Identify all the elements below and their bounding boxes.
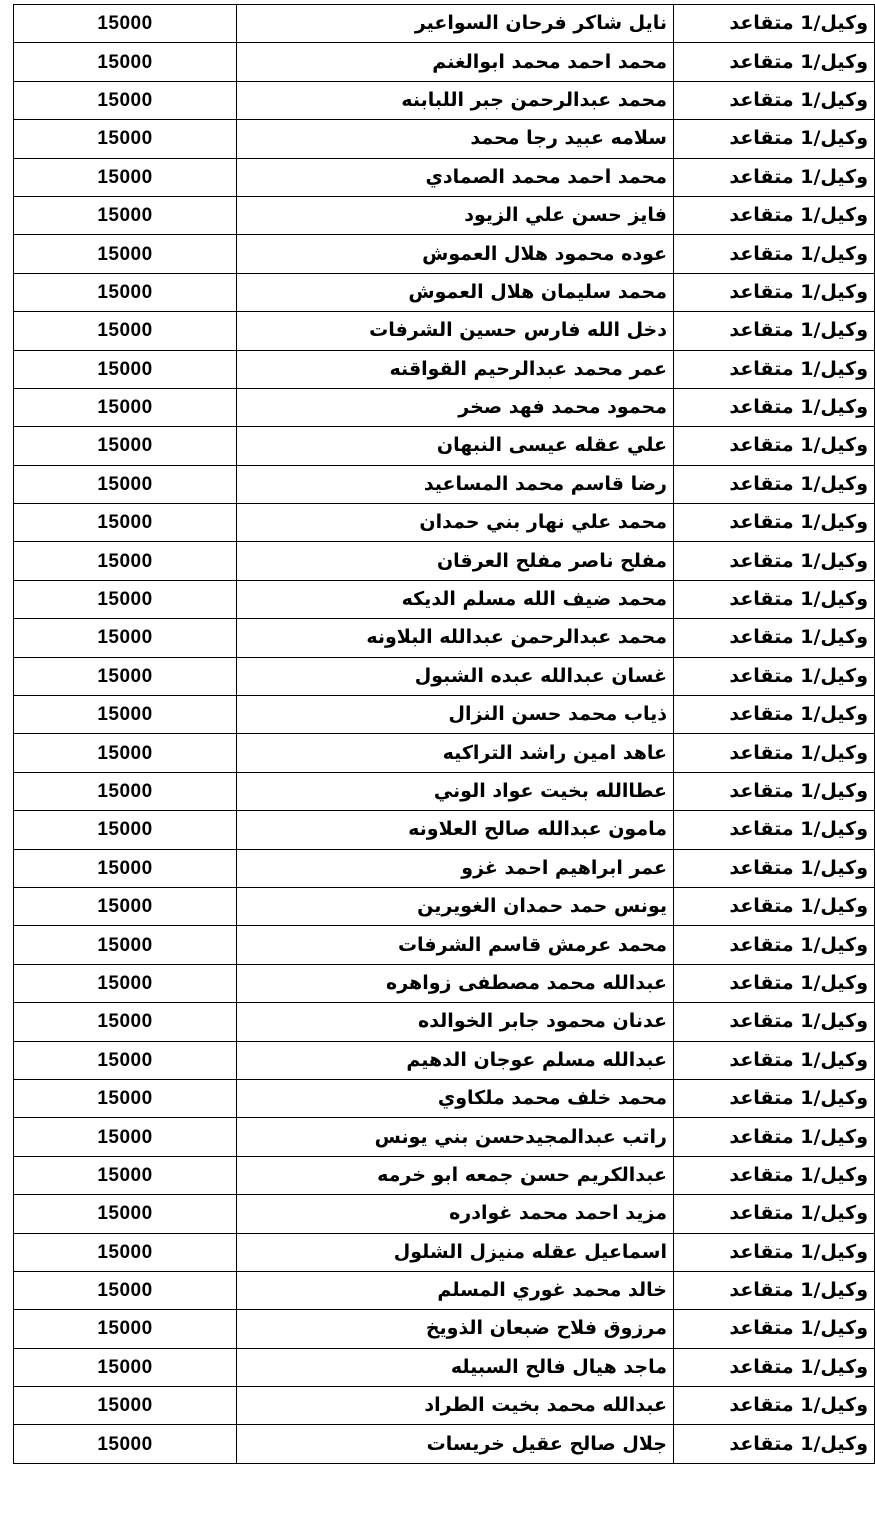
table-row [14, 1156, 875, 1194]
name-cell: دخل الله فارس حسين الشرفات [237, 312, 674, 350]
rank-cell: وكيل/1 متقاعد [674, 1156, 875, 1194]
rank-cell: وكيل/1 متقاعد [674, 465, 875, 503]
table-row [14, 120, 875, 158]
name-cell: غسان عبدالله عبده الشبول [237, 657, 674, 695]
name-cell: رضا قاسم محمد المساعيد [237, 465, 674, 503]
table-row [14, 734, 875, 772]
amount-cell: 15000 [14, 926, 237, 964]
rank-cell: وكيل/1 متقاعد [674, 312, 875, 350]
name-cell: فايز حسن علي الزيود [237, 196, 674, 234]
amount-cell: 15000 [14, 1310, 237, 1348]
table-row [14, 43, 875, 81]
name-cell: جلال صالح عقيل خريسات [237, 1425, 674, 1463]
amount-cell: 15000 [14, 1079, 237, 1117]
table-row [14, 1003, 875, 1041]
amount-cell: 15000 [14, 542, 237, 580]
rank-cell: وكيل/1 متقاعد [674, 619, 875, 657]
table-row [14, 1233, 875, 1271]
amount-cell: 15000 [14, 196, 237, 234]
rank-cell: وكيل/1 متقاعد [674, 926, 875, 964]
name-cell: محمد سليمان هلال العموش [237, 273, 674, 311]
rank-cell: وكيل/1 متقاعد [674, 696, 875, 734]
beneficiaries-table [13, 4, 875, 1464]
amount-cell: 15000 [14, 5, 237, 43]
name-cell: محمد عبدالرحمن عبدالله البلاونه [237, 619, 674, 657]
rank-cell: وكيل/1 متقاعد [674, 196, 875, 234]
name-cell: عدنان محمود جابر الخوالده [237, 1003, 674, 1041]
name-cell: يونس حمد حمدان الغويرين [237, 887, 674, 925]
rank-cell: وكيل/1 متقاعد [674, 1425, 875, 1463]
table-row [14, 158, 875, 196]
table-row [14, 1425, 875, 1463]
rank-cell: وكيل/1 متقاعد [674, 849, 875, 887]
name-cell: علي عقله عيسى النبهان [237, 427, 674, 465]
table-row [14, 273, 875, 311]
name-cell: محمد ضيف الله مسلم الديكه [237, 580, 674, 618]
amount-cell: 15000 [14, 619, 237, 657]
table-row [14, 235, 875, 273]
amount-cell: 15000 [14, 811, 237, 849]
table-row [14, 696, 875, 734]
amount-cell: 15000 [14, 158, 237, 196]
rank-cell: وكيل/1 متقاعد [674, 1233, 875, 1271]
name-cell: عوده محمود هلال العموش [237, 235, 674, 273]
amount-cell: 15000 [14, 43, 237, 81]
table-row [14, 1348, 875, 1386]
name-cell: مامون عبدالله صالح العلاونه [237, 811, 674, 849]
table-row [14, 427, 875, 465]
name-cell: عبدالله محمد مصطفى زواهره [237, 964, 674, 1002]
amount-cell: 15000 [14, 772, 237, 810]
table-row [14, 312, 875, 350]
rank-cell: وكيل/1 متقاعد [674, 5, 875, 43]
amount-cell: 15000 [14, 964, 237, 1002]
name-cell: مرزوق فلاح ضبعان الذويخ [237, 1310, 674, 1348]
rank-cell: وكيل/1 متقاعد [674, 542, 875, 580]
rank-cell: وكيل/1 متقاعد [674, 120, 875, 158]
rank-cell: وكيل/1 متقاعد [674, 427, 875, 465]
rank-cell: وكيل/1 متقاعد [674, 887, 875, 925]
table-row [14, 1041, 875, 1079]
rank-cell: وكيل/1 متقاعد [674, 43, 875, 81]
table-row [14, 657, 875, 695]
table-row [14, 1079, 875, 1117]
rank-cell: وكيل/1 متقاعد [674, 734, 875, 772]
amount-cell: 15000 [14, 734, 237, 772]
name-cell: ذياب محمد حسن النزال [237, 696, 674, 734]
amount-cell: 15000 [14, 657, 237, 695]
table-row [14, 1387, 875, 1425]
amount-cell: 15000 [14, 388, 237, 426]
rank-cell: وكيل/1 متقاعد [674, 388, 875, 426]
name-cell: راتب عبدالمجيدحسن بني يونس [237, 1118, 674, 1156]
table-row [14, 580, 875, 618]
name-cell: عبدالله مسلم عوجان الدهيم [237, 1041, 674, 1079]
name-cell: نايل شاكر فرحان السواعير [237, 5, 674, 43]
name-cell: عاهد امين راشد التراكيه [237, 734, 674, 772]
amount-cell: 15000 [14, 887, 237, 925]
rank-cell: وكيل/1 متقاعد [674, 772, 875, 810]
table-row [14, 388, 875, 426]
rank-cell: وكيل/1 متقاعد [674, 1195, 875, 1233]
amount-cell: 15000 [14, 312, 237, 350]
amount-cell: 15000 [14, 235, 237, 273]
rank-cell: وكيل/1 متقاعد [674, 1387, 875, 1425]
table-body [14, 5, 875, 1464]
name-cell: ماجد هيال فالح السبيله [237, 1348, 674, 1386]
amount-cell: 15000 [14, 1387, 237, 1425]
amount-cell: 15000 [14, 1271, 237, 1309]
table-row [14, 1118, 875, 1156]
table-row [14, 5, 875, 43]
amount-cell: 15000 [14, 1156, 237, 1194]
rank-cell: وكيل/1 متقاعد [674, 964, 875, 1002]
name-cell: عمر ابراهيم احمد غزو [237, 849, 674, 887]
table-row [14, 196, 875, 234]
name-cell: عبدالكريم حسن جمعه ابو خرمه [237, 1156, 674, 1194]
amount-cell: 15000 [14, 580, 237, 618]
table-row [14, 465, 875, 503]
rank-cell: وكيل/1 متقاعد [674, 273, 875, 311]
rank-cell: وكيل/1 متقاعد [674, 1079, 875, 1117]
table-row [14, 772, 875, 810]
rank-cell: وكيل/1 متقاعد [674, 657, 875, 695]
rank-cell: وكيل/1 متقاعد [674, 504, 875, 542]
rank-cell: وكيل/1 متقاعد [674, 158, 875, 196]
name-cell: عمر محمد عبدالرحيم القواقنه [237, 350, 674, 388]
table-row [14, 350, 875, 388]
name-cell: اسماعيل عقله منيزل الشلول [237, 1233, 674, 1271]
name-cell: محمد احمد محمد ابوالغنم [237, 43, 674, 81]
table-row [14, 1310, 875, 1348]
table-row [14, 542, 875, 580]
rank-cell: وكيل/1 متقاعد [674, 350, 875, 388]
rank-cell: وكيل/1 متقاعد [674, 1310, 875, 1348]
amount-cell: 15000 [14, 120, 237, 158]
rank-cell: وكيل/1 متقاعد [674, 1041, 875, 1079]
amount-cell: 15000 [14, 1348, 237, 1386]
amount-cell: 15000 [14, 1233, 237, 1271]
name-cell: خالد محمد غوري المسلم [237, 1271, 674, 1309]
name-cell: سلامه عبيد رجا محمد [237, 120, 674, 158]
table-row [14, 887, 875, 925]
amount-cell: 15000 [14, 1195, 237, 1233]
name-cell: محمد عبدالرحمن جبر اللبابنه [237, 81, 674, 119]
rank-cell: وكيل/1 متقاعد [674, 811, 875, 849]
name-cell: محمد احمد محمد الصمادي [237, 158, 674, 196]
amount-cell: 15000 [14, 849, 237, 887]
table-row [14, 926, 875, 964]
name-cell: محمد عرمش قاسم الشرفات [237, 926, 674, 964]
table-row [14, 81, 875, 119]
name-cell: محمد علي نهار بني حمدان [237, 504, 674, 542]
amount-cell: 15000 [14, 696, 237, 734]
name-cell: محمود محمد فهد صخر [237, 388, 674, 426]
amount-cell: 15000 [14, 1425, 237, 1463]
amount-cell: 15000 [14, 465, 237, 503]
rank-cell: وكيل/1 متقاعد [674, 1118, 875, 1156]
amount-cell: 15000 [14, 1041, 237, 1079]
amount-cell: 15000 [14, 1118, 237, 1156]
amount-cell: 15000 [14, 81, 237, 119]
rank-cell: وكيل/1 متقاعد [674, 81, 875, 119]
table-row [14, 849, 875, 887]
table-row [14, 504, 875, 542]
amount-cell: 15000 [14, 1003, 237, 1041]
amount-cell: 15000 [14, 504, 237, 542]
amount-cell: 15000 [14, 350, 237, 388]
name-cell: مفلح ناصر مفلح العرقان [237, 542, 674, 580]
table-row [14, 619, 875, 657]
table-row [14, 1271, 875, 1309]
name-cell: محمد خلف محمد ملكاوي [237, 1079, 674, 1117]
document-page [13, 4, 868, 1522]
rank-cell: وكيل/1 متقاعد [674, 580, 875, 618]
amount-cell: 15000 [14, 427, 237, 465]
amount-cell: 15000 [14, 273, 237, 311]
rank-cell: وكيل/1 متقاعد [674, 1271, 875, 1309]
name-cell: عطاالله بخيت عواد الوني [237, 772, 674, 810]
name-cell: مزيد احمد محمد غوادره [237, 1195, 674, 1233]
rank-cell: وكيل/1 متقاعد [674, 1348, 875, 1386]
table-row [14, 811, 875, 849]
name-cell: عبدالله محمد بخيت الطراد [237, 1387, 674, 1425]
rank-cell: وكيل/1 متقاعد [674, 1003, 875, 1041]
table-row [14, 964, 875, 1002]
table-row [14, 1195, 875, 1233]
rank-cell: وكيل/1 متقاعد [674, 235, 875, 273]
